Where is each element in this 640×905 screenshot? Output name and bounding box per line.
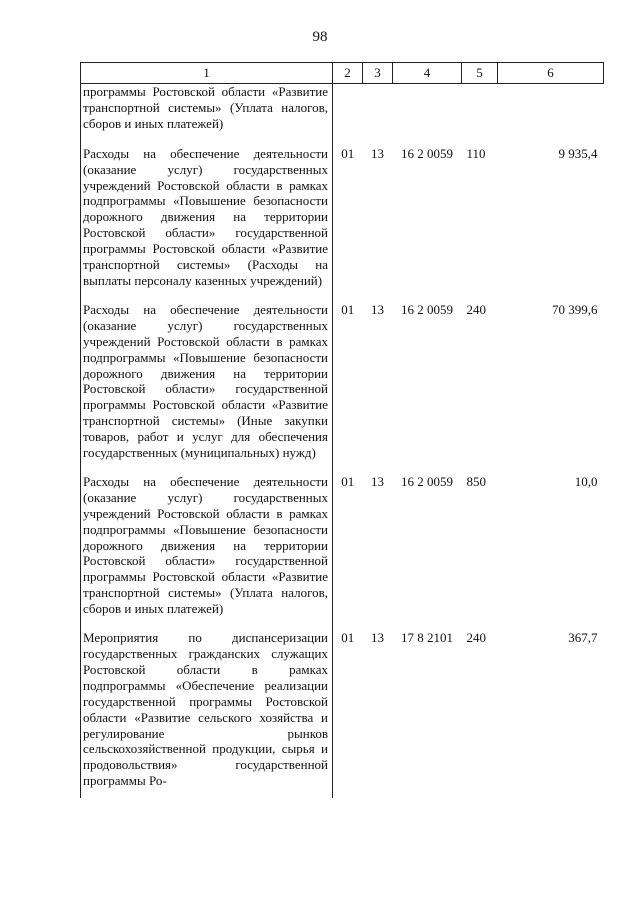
row-amount: 9 935,4 [558, 145, 598, 161]
row-subsection: 13 [371, 145, 384, 161]
row-section: 01 [341, 473, 355, 489]
table-row [81, 142, 604, 298]
table-body [81, 84, 604, 799]
table-row [81, 298, 604, 470]
header-col-4: 4 [393, 63, 462, 84]
row-expense-type: 110 [466, 145, 486, 161]
row-target-article: 17 8 2101 [401, 630, 453, 646]
row-subsection: 13 [371, 473, 384, 489]
header-col-2: 2 [333, 63, 363, 84]
row-subsection: 13 [371, 301, 384, 317]
row-section: 01 [341, 630, 355, 646]
row-expense-type: 240 [466, 630, 486, 646]
header-row [81, 63, 604, 84]
row-section: 01 [341, 301, 355, 317]
row-target-article: 16 2 0059 [401, 473, 453, 489]
row-subsection: 13 [371, 630, 384, 646]
row-description: Расходы на обеспечение деятельности (оказание услуг) государственных учреждений Ростовской области в рамках подпрограммы «Повышение безопасности дорожного движения на территории Ростовской области» государственной программы Ростовской области «Развитие транспортной системы» (Иные закупки товаров, работ и услуг для обеспечения государственных (муниципальных) нужд) [81, 298, 333, 470]
row-description: Мероприятия по диспансеризации государственных гражданских служащих Ростовской области в рамках подпрограммы «Обеспечение реализации государственной программы Ростовской области «Развитие сельского хозяйства и регулирование рынков сельскохозяйственной продукции, сырья и продовольствия» государственной программы Ро- [81, 626, 333, 798]
row-description: программы Ростовской области «Развитие транспортной системы» (Уплата налогов, сборов и иных платежей) [81, 84, 333, 142]
header-col-6: 6 [498, 63, 604, 84]
table-row-continuation [81, 84, 604, 142]
page-number: 98 [312, 29, 328, 45]
row-amount: 10,0 [574, 473, 598, 489]
row-expense-type: 240 [466, 301, 486, 317]
header-col-3: 3 [363, 63, 393, 84]
row-section: 01 [341, 145, 355, 161]
row-target-article: 16 2 0059 [401, 301, 453, 317]
header-col-1: 1 [81, 63, 333, 84]
row-expense-type: 850 [466, 473, 486, 489]
table-header [81, 63, 604, 84]
row-amount: 367,7 [568, 630, 598, 646]
header-col-5: 5 [462, 63, 498, 84]
table-row [81, 470, 604, 626]
row-target-article: 16 2 0059 [401, 145, 453, 161]
row-description: Расходы на обеспечение деятельности (оказание услуг) государственных учреждений Ростовской области в рамках подпрограммы «Повышение безопасности дорожного движения на территории Ростовской области» государственной программы Ростовской области «Развитие транспортной системы» (Расходы на выплаты персоналу казенных учреждений) [81, 142, 333, 298]
table-row [81, 626, 604, 798]
row-description: Расходы на обеспечение деятельности (оказание услуг) государственных учреждений Ростовской области в рамках подпрограммы «Повышение безопасности дорожного движения на территории Ростовской области» государственной программы Ростовской области «Развитие транспортной системы» (Уплата налогов, сборов и иных платежей) [81, 470, 333, 626]
budget-table [80, 62, 604, 798]
row-amount: 70 399,6 [552, 301, 598, 317]
